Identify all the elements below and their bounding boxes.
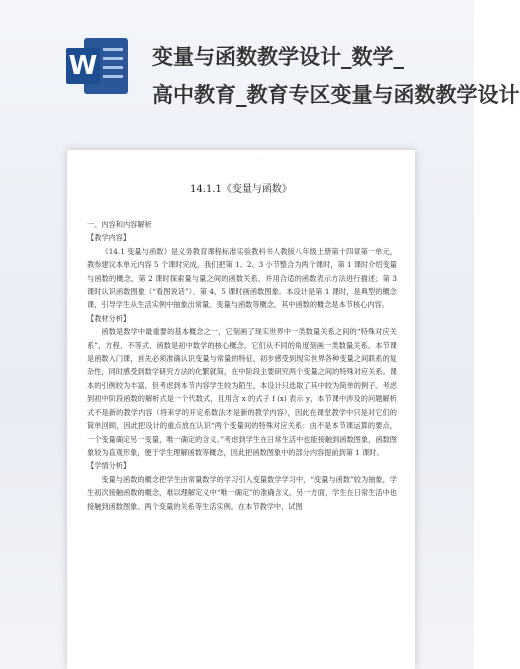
page-title-line2: 高中教育_教育专区变量与函数教学设计	[152, 83, 520, 107]
word-icon	[66, 38, 130, 94]
page-mark: ·	[257, 156, 259, 163]
document-page	[67, 150, 415, 669]
section-heading: 【学情分析】	[87, 461, 131, 471]
body-paragraph: 变量与函数的概念把学生由常量数学的学习引入变量数学学习中，“变量与函数”较为抽象，学生初次接触函数的概念，难以理解定义中“唯一确定”的准确含义。另一方面，学生在日常生活中也接触到函数图象、两个变量的关系等生活实例。在本节教学中，试图	[87, 474, 397, 511]
body-paragraph: 函数是数学中最重要的基本概念之一，它刻画了现实世界中一类数量关系之间的“特殊对应关系”，方程、不等式、函数是初中数学的核心概念，它们从不同的角度刻画一类数量关系。本节课是函数入门课，首先必须准确认识变量与常量的特征，初步感受到现实世界各种变量之间联系的复杂性，同时感受到数学研究方法的化繁就简，在中阶段主要研究两个变量之间的特殊对应关系。课本的引例较为丰富，但考虑到本节内容学生较为陌生，本设计只选取了其中较为简单的例子。考虑到初中阶段函数的解析式是一个代数式，且用含 x 的式子 f (x) 表示 y，本节课中涉及的问题解析式不是新的教学内容（将来学的开定系数法才是新的教学内容），因此在课堂教学中只是对它们的简单回顾，因此把设计的重点放在认识“两个变量间的特殊对应关系：由不是本节课运算的要点，一个变量确定另一变量，唯一确定的含义。”考虑到学生在日常生活中也能接触到函数图象，函数图象较为直观形象，便于学生理解函数等概念，因此把函数图象中的部分内容提前到第 1 课时。	[87, 327, 397, 457]
document-body	[87, 218, 397, 513]
page-title	[152, 38, 520, 114]
page-title-line1: 变量与函数教学设计_数学_	[152, 45, 404, 69]
body-paragraph: 《14.1 变量与函数》是义务教育课程标准实验教科书人教版八年级上册第十四章第一单元，教参建议本单元内容 5 个课时完成，我们把第 1、2、3 小节整合为两个课时，第 1 课时介绍变量与函数的概念，第 2 课时探索量与量之间的函数关系，并用合适的函数表示方法进行描述；第 3 课时认识函数图象（“看图说话”）、第 4、5 课时画函数图象。本设计是第 1 课时，是典型的概念课，引导学生从生活实例中抽象出常量、变量与函数等概念，其中函数的概念是本节核心内容。	[87, 246, 397, 310]
section-heading: 一、内容和内容解析	[87, 220, 152, 229]
document-title: 14.1.1《变量与函数》	[190, 184, 292, 195]
section-heading: 【教材分析】	[87, 313, 131, 323]
word-logo-letter: W	[66, 48, 100, 84]
section-heading: 【教学内容】	[87, 233, 131, 243]
